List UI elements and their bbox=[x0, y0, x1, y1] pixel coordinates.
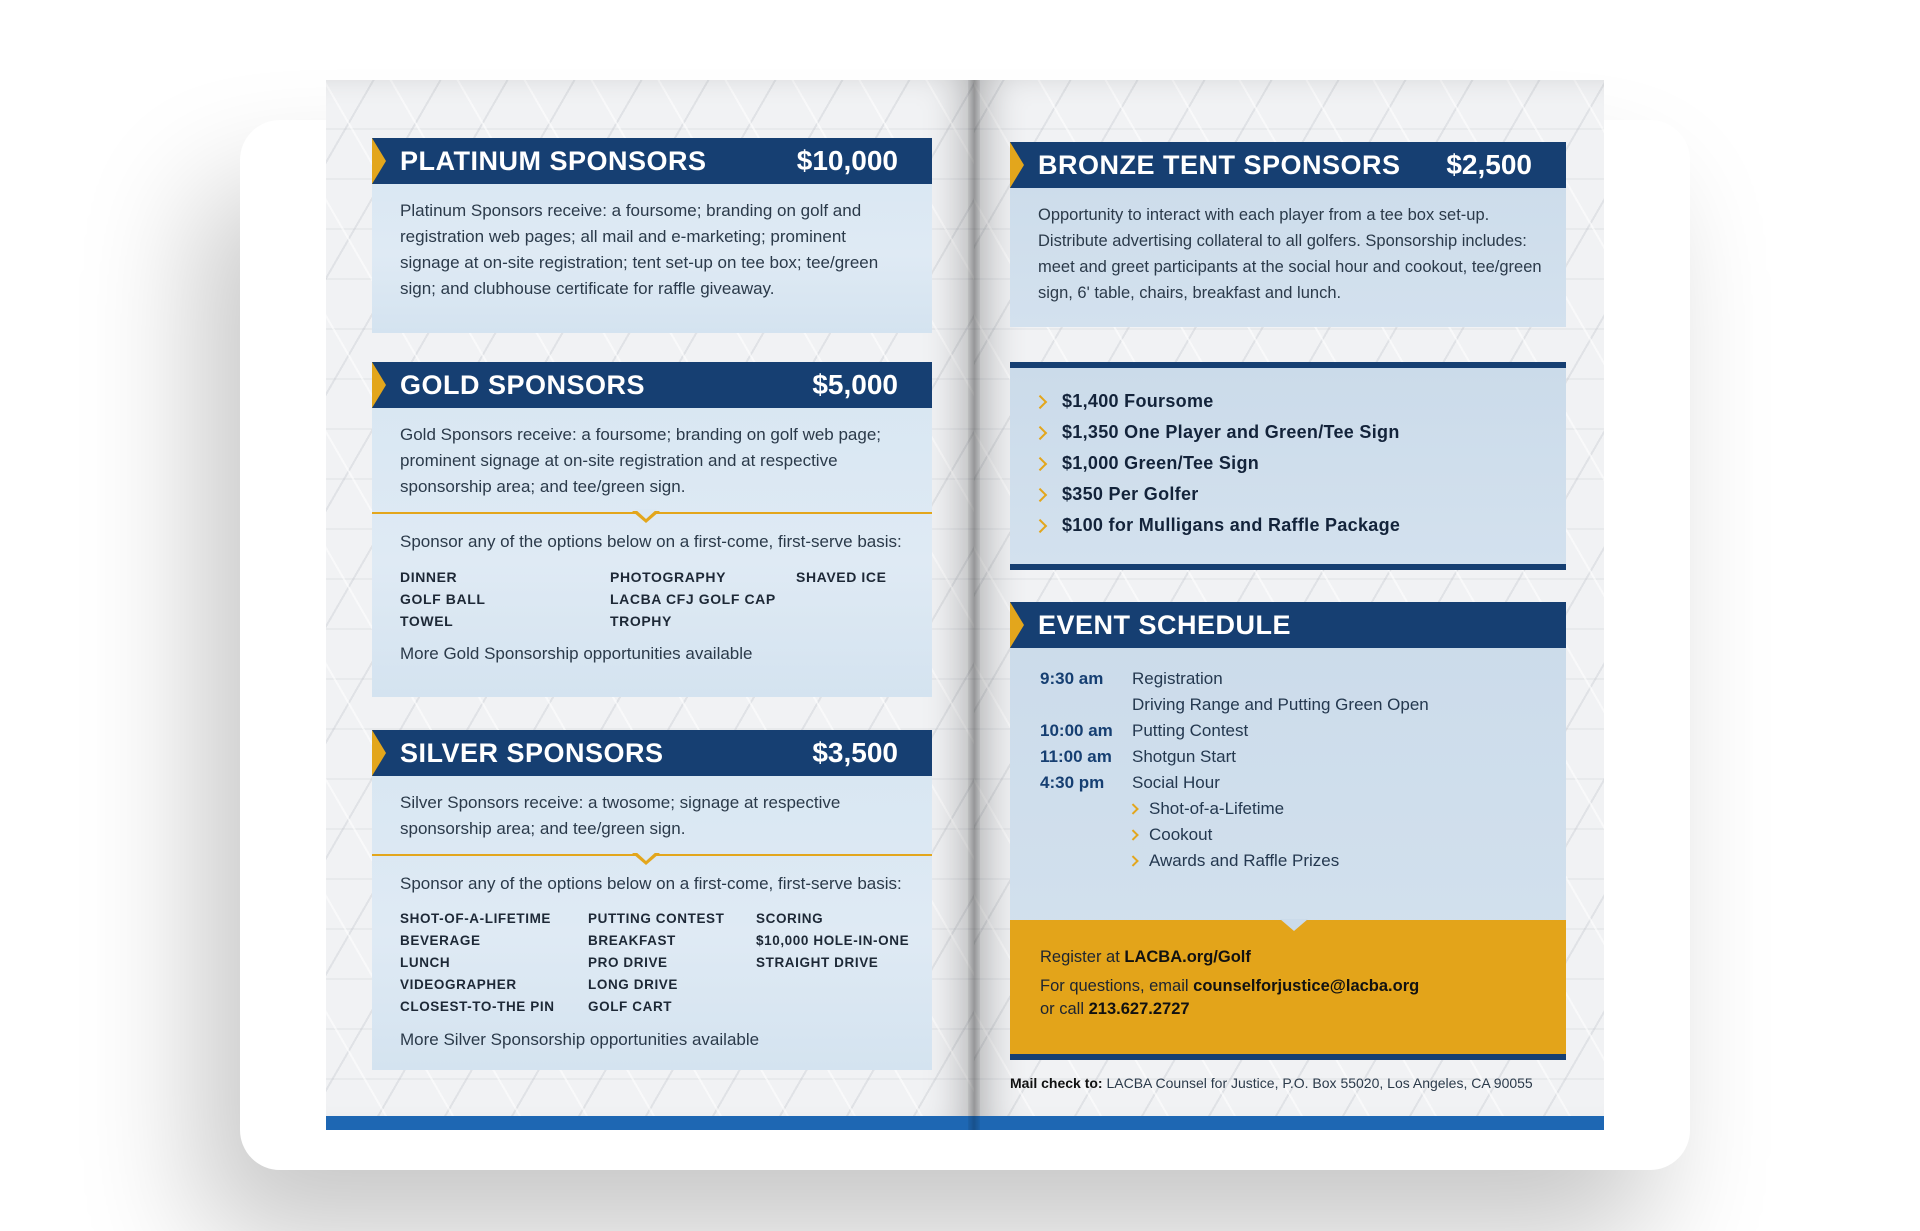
silver-price: $3,500 bbox=[812, 737, 898, 768]
schedule-row bbox=[1040, 796, 1566, 822]
header-accent-icon bbox=[372, 362, 386, 408]
schedule-text: Putting Contest bbox=[1132, 721, 1249, 740]
schedule-text: Social Hour bbox=[1132, 773, 1220, 792]
gold-title: GOLD SPONSORS bbox=[400, 369, 646, 400]
sponsor-option: $10,000 HOLE-IN-ONE bbox=[756, 933, 910, 948]
sponsor-option bbox=[796, 590, 936, 608]
header-accent-icon bbox=[372, 138, 386, 184]
chevron-right-icon bbox=[1128, 803, 1139, 814]
call-line bbox=[1040, 1000, 1566, 1019]
call-prefix: or call bbox=[1040, 1000, 1089, 1018]
schedule-text: Cookout bbox=[1149, 825, 1213, 844]
chevron-right-icon bbox=[1033, 425, 1047, 439]
platinum-header bbox=[372, 138, 932, 184]
silver-header bbox=[372, 730, 932, 776]
schedule-time: 9:30 am bbox=[1040, 669, 1104, 688]
silver-sponsors-box bbox=[372, 730, 932, 1070]
schedule-row bbox=[1040, 744, 1566, 770]
chevron-right-icon bbox=[1033, 394, 1047, 408]
header-accent-icon bbox=[1010, 142, 1024, 188]
header-accent-icon bbox=[372, 730, 386, 776]
sponsor-option: TROPHY bbox=[610, 613, 672, 629]
pricing-item-label: $1,000 Green/Tee Sign bbox=[1062, 453, 1260, 473]
pricing-item bbox=[1038, 417, 1566, 448]
gold-header bbox=[372, 362, 932, 408]
schedule-time: 11:00 am bbox=[1040, 747, 1112, 766]
pricing-box bbox=[1010, 362, 1566, 570]
sponsor-option: VIDEOGRAPHER bbox=[400, 977, 517, 992]
pricing-item-label: $1,350 One Player and Green/Tee Sign bbox=[1062, 422, 1400, 442]
header-accent-icon bbox=[1010, 602, 1024, 648]
sponsor-option: DINNER bbox=[400, 569, 458, 585]
questions-prefix: For questions, email bbox=[1040, 977, 1194, 995]
schedule-row bbox=[1040, 822, 1566, 848]
sponsor-option bbox=[756, 998, 936, 1016]
sponsor-option: PHOTOGRAPHY bbox=[610, 569, 727, 585]
right-page bbox=[974, 80, 1604, 1130]
platinum-price: $10,000 bbox=[796, 145, 898, 176]
sponsor-option: PRO DRIVE bbox=[588, 955, 668, 970]
pricing-item-label: $1,400 Foursome bbox=[1062, 391, 1214, 411]
register-prefix: Register at bbox=[1040, 948, 1125, 966]
gold-intro: Sponsor any of the options below on a first-come, first-serve basis: bbox=[400, 532, 902, 551]
mail-address-text: LACBA Counsel for Justice, P.O. Box 55020, Los Angeles, CA 90055 bbox=[1102, 1075, 1533, 1091]
chevron-right-icon bbox=[1033, 518, 1047, 532]
schedule-row bbox=[1040, 718, 1566, 744]
bottom-stripe bbox=[974, 1116, 1604, 1130]
chevron-right-icon bbox=[1128, 855, 1139, 866]
bronze-title: BRONZE TENT SPONSORS bbox=[1038, 149, 1401, 180]
schedule-row bbox=[1040, 848, 1566, 874]
contact-email-link[interactable]: counselforjustice@lacba.org bbox=[1193, 977, 1420, 995]
contact-phone[interactable]: 213.627.2727 bbox=[1088, 1000, 1190, 1018]
register-line bbox=[1040, 948, 1566, 967]
sponsor-option bbox=[756, 976, 936, 994]
pricing-item-label: $350 Per Golfer bbox=[1062, 484, 1199, 504]
sponsor-option: STRAIGHT DRIVE bbox=[756, 955, 879, 970]
sponsor-option: GOLF BALL bbox=[400, 591, 486, 607]
gold-divider bbox=[372, 512, 932, 514]
chevron-right-icon bbox=[1033, 456, 1047, 470]
schedule-header bbox=[1010, 602, 1566, 648]
bronze-description: Opportunity to interact with each player from a tee box set-up. Distribute advertising collateral to all golfers. Sponsorship includes: meet and greet participants at the social hour and cookout, tee/green sign, 6' table, chairs, breakfast and lunch. bbox=[1038, 206, 1542, 302]
sponsor-option: PUTTING CONTEST bbox=[588, 911, 725, 926]
pricing-item bbox=[1038, 510, 1566, 541]
gold-price: $5,000 bbox=[812, 369, 898, 400]
silver-intro: Sponsor any of the options below on a first-come, first-serve basis: bbox=[400, 874, 902, 893]
mail-address bbox=[1010, 1075, 1590, 1091]
schedule-text: Registration bbox=[1132, 669, 1223, 688]
schedule-text: Driving Range and Putting Green Open bbox=[1132, 695, 1429, 714]
sponsor-option: LUNCH bbox=[400, 955, 451, 970]
pricing-item-label: $100 for Mulligans and Raffle Package bbox=[1062, 515, 1401, 535]
bottom-stripe bbox=[326, 1116, 974, 1130]
questions-line bbox=[1040, 977, 1566, 996]
platinum-title: PLATINUM SPONSORS bbox=[400, 145, 707, 176]
sponsor-option: TOWEL bbox=[400, 613, 454, 629]
pricing-item bbox=[1038, 479, 1566, 510]
pricing-item bbox=[1038, 448, 1566, 479]
sponsor-option: BREAKFAST bbox=[588, 933, 676, 948]
sponsor-option: SHOT-OF-A-LIFETIME bbox=[400, 911, 552, 926]
register-box bbox=[1010, 920, 1566, 1060]
platinum-description: Platinum Sponsors receive: a foursome; branding on golf and registration web pages; all mail and e-marketing; prominent signage at on-site registration; tent set-up on tee box; tee/green sign; and clubhouse certificate for raffle giveaway. bbox=[400, 201, 879, 298]
sponsor-option: LONG DRIVE bbox=[588, 977, 679, 992]
gold-more: More Gold Sponsorship opportunities available bbox=[400, 644, 753, 663]
pricing-list bbox=[1010, 368, 1566, 541]
gold-options-grid bbox=[372, 552, 932, 630]
silver-divider bbox=[372, 854, 932, 856]
schedule-row bbox=[1040, 666, 1566, 692]
chevron-right-icon bbox=[1128, 829, 1139, 840]
schedule-text: Shot-of-a-Lifetime bbox=[1149, 799, 1285, 818]
silver-more: More Silver Sponsorship opportunities available bbox=[400, 1030, 760, 1049]
schedule-title: EVENT SCHEDULE bbox=[1038, 609, 1292, 640]
sponsor-option: GOLF CART bbox=[588, 999, 673, 1014]
bronze-sponsors-box bbox=[1010, 142, 1566, 327]
gold-description: Gold Sponsors receive: a foursome; branding on golf web page; prominent signage at on-site registration and at respective sponsorship area; and tee/green sign. bbox=[400, 425, 882, 496]
bronze-price: $2,500 bbox=[1446, 149, 1532, 180]
silver-description: Silver Sponsors receive: a twosome; signage at respective sponsorship area; and tee/green sign. bbox=[400, 793, 841, 838]
sponsor-option: CLOSEST-TO-THE PIN bbox=[400, 999, 555, 1014]
gold-sponsors-box bbox=[372, 362, 932, 697]
schedule-rows bbox=[1010, 648, 1566, 874]
brochure-spine bbox=[968, 80, 980, 1130]
sponsor-option bbox=[796, 612, 936, 630]
schedule-text: Shotgun Start bbox=[1132, 747, 1236, 766]
schedule-time: 10:00 am bbox=[1040, 721, 1113, 740]
schedule-text: Awards and Raffle Prizes bbox=[1149, 851, 1340, 870]
sponsor-option: LACBA CFJ GOLF CAP bbox=[610, 591, 776, 607]
left-page bbox=[326, 80, 974, 1130]
mail-label: Mail check to: bbox=[1010, 1075, 1103, 1091]
silver-options-grid bbox=[372, 894, 932, 1016]
bronze-header bbox=[1010, 142, 1566, 188]
platinum-sponsors-box bbox=[372, 138, 932, 333]
schedule-row bbox=[1040, 770, 1566, 796]
silver-title: SILVER SPONSORS bbox=[400, 737, 664, 768]
sponsor-option: SHAVED ICE bbox=[796, 569, 887, 585]
sponsor-option: SCORING bbox=[756, 911, 824, 926]
schedule-row bbox=[1040, 692, 1566, 718]
schedule-time: 4:30 pm bbox=[1040, 773, 1105, 792]
sponsor-option: BEVERAGE bbox=[400, 933, 481, 948]
pricing-item bbox=[1038, 386, 1566, 417]
register-link[interactable]: LACBA.org/Golf bbox=[1124, 948, 1251, 966]
chevron-right-icon bbox=[1033, 487, 1047, 501]
